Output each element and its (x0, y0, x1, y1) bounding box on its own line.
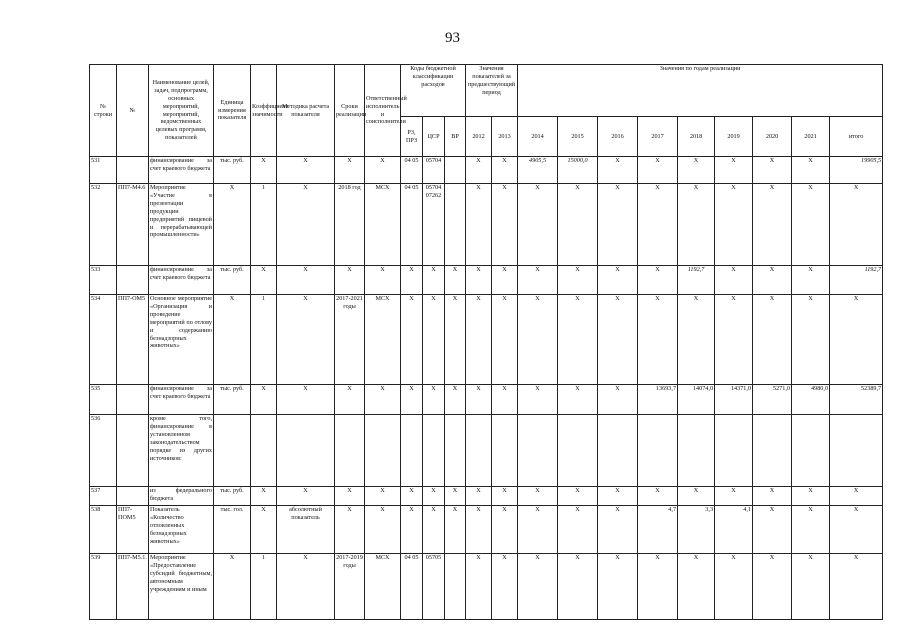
page-number: 93 (445, 30, 460, 46)
cell-2013: X (492, 157, 518, 184)
cell-responsible: МСХ (365, 184, 401, 266)
header-num: № (117, 65, 149, 157)
cell-method: X (277, 184, 335, 266)
cell-terms (335, 415, 365, 487)
cell-row-no: 533 (90, 266, 117, 295)
cell-2016: X (598, 385, 638, 415)
cell-2020: X (753, 157, 792, 184)
cell-row-no: 531 (90, 157, 117, 184)
cell-2012: X (466, 157, 492, 184)
header-2013: 2013 (492, 117, 518, 157)
header-years: Значения по годам реализации (518, 65, 883, 117)
cell-row-no: 535 (90, 385, 117, 415)
cell-unit: X (214, 554, 251, 620)
cell-responsible: МСХ (365, 295, 401, 385)
cell-2021: X (792, 506, 830, 554)
cell-method: X (277, 157, 335, 184)
cell-2016: X (598, 266, 638, 295)
cell-terms: 2017-2019 годы (335, 554, 365, 620)
cell-total: X (830, 554, 883, 620)
cell-2016: X (598, 295, 638, 385)
header-unit: Единица измерения показателя (214, 65, 251, 157)
cell-2021: X (792, 487, 830, 506)
cell-rzpr: 04 05 (401, 554, 423, 620)
cell-rzpr: X (401, 487, 423, 506)
cell-unit: тыс. руб. (214, 487, 251, 506)
cell-name: финансирование за счет краевого бюджета (149, 157, 214, 184)
cell-coef: 1 (251, 184, 277, 266)
cell-2018: X (678, 295, 715, 385)
cell-method: X (277, 266, 335, 295)
cell-2012: X (466, 295, 492, 385)
header-method: Методика расчета показателя (277, 65, 335, 157)
cell-vr: X (445, 295, 466, 385)
cell-rzpr: X (401, 295, 423, 385)
cell-2015: X (558, 266, 598, 295)
header-2016: 2016 (598, 117, 638, 157)
cell-rzpr: X (401, 506, 423, 554)
cell-2021: X (792, 266, 830, 295)
cell-terms: X (335, 385, 365, 415)
cell-coef: X (251, 487, 277, 506)
cell-terms: X (335, 266, 365, 295)
cell-2017: X (638, 554, 678, 620)
cell-csr: X (423, 506, 445, 554)
header-name: Наименование целей, задач, подпрограмм, основных мероприятий, мероприятий, ведомственных целевых программ, показателей (149, 65, 214, 157)
cell-2019: 14371,0 (715, 385, 753, 415)
cell-unit: X (214, 184, 251, 266)
table-header (90, 65, 883, 157)
cell-responsible: МСХ (365, 554, 401, 620)
header-row-no: № строки (90, 65, 117, 157)
cell-2021: X (792, 157, 830, 184)
cell-name: Показатель «Количество отловленных безнадзорных животных» (149, 506, 214, 554)
cell-2018 (678, 415, 715, 487)
cell-2019: 4,1 (715, 506, 753, 554)
cell-2019: X (715, 295, 753, 385)
table-row (90, 487, 883, 506)
cell-rzpr: 04 05 (401, 157, 423, 184)
cell-total: X (830, 487, 883, 506)
cell-row-no: 532 (90, 184, 117, 266)
cell-2019 (715, 415, 753, 487)
cell-2017: 13693,7 (638, 385, 678, 415)
cell-unit: X (214, 295, 251, 385)
cell-unit: тыс. руб. (214, 266, 251, 295)
cell-2013: X (492, 506, 518, 554)
cell-responsible: X (365, 385, 401, 415)
cell-2020: 5271,0 (753, 385, 792, 415)
cell-rzpr: X (401, 266, 423, 295)
cell-2016 (598, 415, 638, 487)
cell-csr: X (423, 295, 445, 385)
cell-2021: X (792, 184, 830, 266)
table-row (90, 415, 883, 487)
table-row (90, 554, 883, 620)
cell-responsible (365, 415, 401, 487)
cell-row-no: 534 (90, 295, 117, 385)
cell-method: X (277, 385, 335, 415)
cell-2014: X (518, 506, 558, 554)
cell-2021: 4980,0 (792, 385, 830, 415)
cell-2012 (466, 415, 492, 487)
cell-2020: X (753, 487, 792, 506)
table-row (90, 506, 883, 554)
cell-unit: тыс. руб. (214, 157, 251, 184)
cell-vr (445, 554, 466, 620)
table-row (90, 385, 883, 415)
cell-terms: 2017-2021 годы (335, 295, 365, 385)
table-row (90, 295, 883, 385)
header-2017: 2017 (638, 117, 678, 157)
cell-2017: X (638, 487, 678, 506)
cell-row-no: 536 (90, 415, 117, 487)
cell-responsible: X (365, 266, 401, 295)
cell-2015: X (558, 487, 598, 506)
cell-2017: 4,7 (638, 506, 678, 554)
cell-coef: X (251, 385, 277, 415)
cell-2015 (558, 415, 598, 487)
cell-2015: X (558, 506, 598, 554)
cell-2016: X (598, 157, 638, 184)
header-responsible: Ответственный исполнитель и соисполнители (365, 65, 401, 157)
cell-2016: X (598, 487, 638, 506)
table-row (90, 266, 883, 295)
cell-method (277, 415, 335, 487)
header-terms: Сроки реализации (335, 65, 365, 157)
header-2018: 2018 (678, 117, 715, 157)
cell-vr: X (445, 487, 466, 506)
cell-csr: X (423, 487, 445, 506)
cell-2014: X (518, 184, 558, 266)
cell-2017: X (638, 295, 678, 385)
cell-2014: X (518, 266, 558, 295)
cell-responsible: X (365, 487, 401, 506)
cell-2018: X (678, 157, 715, 184)
cell-2020: X (753, 554, 792, 620)
table-row (90, 157, 883, 184)
cell-2021 (792, 415, 830, 487)
cell-2012: X (466, 506, 492, 554)
header-2019: 2019 (715, 117, 753, 157)
cell-2014: X (518, 554, 558, 620)
cell-row-no: 538 (90, 506, 117, 554)
cell-total: 52389,7 (830, 385, 883, 415)
cell-2020: X (753, 506, 792, 554)
cell-name: из федерального бюджета (149, 487, 214, 506)
cell-method: X (277, 295, 335, 385)
cell-name: Мероприятие «Участие в презентации продукции предприятий пищевой и перерабатывающей промышленности» (149, 184, 214, 266)
cell-2015: X (558, 554, 598, 620)
cell-2019: X (715, 184, 753, 266)
cell-csr: 05705 (423, 554, 445, 620)
cell-coef: X (251, 506, 277, 554)
cell-name: кроме того, финансирование в установленном законодательством порядке из других источников: (149, 415, 214, 487)
header-budget-codes: Коды бюджетной классификации расходов (401, 65, 466, 117)
cell-2019: X (715, 554, 753, 620)
header-2020: 2020 (753, 117, 792, 157)
cell-num: ПП7-М5.1. (117, 554, 149, 620)
cell-vr: X (445, 266, 466, 295)
cell-2016: X (598, 184, 638, 266)
header-prev-period: Значения показателей за предшествующий период (466, 65, 518, 117)
cell-row-no: 539 (90, 554, 117, 620)
header-coef: Коэффициент значимости (251, 65, 277, 157)
cell-name: финансирование за счет краевого бюджета (149, 266, 214, 295)
cell-2019: X (715, 266, 753, 295)
cell-2014: 4905,5 (518, 157, 558, 184)
cell-2013 (492, 415, 518, 487)
header-total: итого (830, 117, 883, 157)
cell-num (117, 487, 149, 506)
cell-2020 (753, 415, 792, 487)
cell-csr: 05704 (423, 157, 445, 184)
cell-terms: X (335, 157, 365, 184)
cell-coef: X (251, 157, 277, 184)
cell-rzpr: 04 05 (401, 184, 423, 266)
cell-2015: X (558, 385, 598, 415)
cell-total: X (830, 506, 883, 554)
cell-2013: X (492, 554, 518, 620)
cell-terms: X (335, 487, 365, 506)
cell-num: ПП7-М4.6 (117, 184, 149, 266)
cell-num (117, 157, 149, 184)
cell-unit: тыс. руб. (214, 385, 251, 415)
cell-vr: X (445, 385, 466, 415)
cell-csr: 05704 07262 (423, 184, 445, 266)
cell-method: X (277, 487, 335, 506)
cell-2018: 1192,7 (678, 266, 715, 295)
cell-2021: X (792, 295, 830, 385)
cell-total: X (830, 184, 883, 266)
program-table (89, 64, 883, 620)
cell-2013: X (492, 184, 518, 266)
cell-vr (445, 415, 466, 487)
cell-method: абсолютный показатель (277, 506, 335, 554)
cell-2018: X (678, 487, 715, 506)
cell-total (830, 415, 883, 487)
cell-2019: X (715, 487, 753, 506)
cell-unit: тыс. гол. (214, 506, 251, 554)
cell-responsible: X (365, 506, 401, 554)
cell-2018: X (678, 184, 715, 266)
cell-name: финансирование за счет краевого бюджета (149, 385, 214, 415)
cell-num: ПП7-ОМ5 (117, 295, 149, 385)
cell-2021: X (792, 554, 830, 620)
header-vr: ВР (445, 117, 466, 157)
cell-coef (251, 415, 277, 487)
cell-num (117, 385, 149, 415)
header-2015: 2015 (558, 117, 598, 157)
cell-vr (445, 184, 466, 266)
cell-method: X (277, 554, 335, 620)
cell-2012: X (466, 266, 492, 295)
cell-name: Основное мероприятие «Организация и проведение мероприятий по отлову и содержанию безнадзорных животных» (149, 295, 214, 385)
header-2021: 2021 (792, 117, 830, 157)
cell-terms: 2018 год (335, 184, 365, 266)
cell-2018: 3,3 (678, 506, 715, 554)
cell-csr: X (423, 385, 445, 415)
cell-2013: X (492, 266, 518, 295)
cell-2015: X (558, 295, 598, 385)
cell-2017: X (638, 266, 678, 295)
cell-row-no: 537 (90, 487, 117, 506)
cell-2014: X (518, 385, 558, 415)
cell-2012: X (466, 385, 492, 415)
cell-vr (445, 157, 466, 184)
cell-responsible: X (365, 157, 401, 184)
cell-2015: X (558, 184, 598, 266)
cell-2017: X (638, 184, 678, 266)
cell-num (117, 415, 149, 487)
cell-2020: X (753, 266, 792, 295)
cell-num: ПП7-ПОМ5 (117, 506, 149, 554)
cell-csr (423, 415, 445, 487)
cell-2017 (638, 415, 678, 487)
cell-2018: 14074,0 (678, 385, 715, 415)
cell-2013: X (492, 487, 518, 506)
cell-2013: X (492, 385, 518, 415)
cell-2012: X (466, 184, 492, 266)
header-2012: 2012 (466, 117, 492, 157)
cell-2016: X (598, 554, 638, 620)
cell-2015: 15000,0 (558, 157, 598, 184)
cell-2019: X (715, 157, 753, 184)
cell-2020: X (753, 184, 792, 266)
cell-2016: X (598, 506, 638, 554)
cell-csr: X (423, 266, 445, 295)
header-2014: 2014 (518, 117, 558, 157)
cell-unit (214, 415, 251, 487)
cell-2012: X (466, 487, 492, 506)
cell-rzpr (401, 415, 423, 487)
cell-vr: X (445, 506, 466, 554)
cell-coef: X (251, 266, 277, 295)
cell-total: X (830, 295, 883, 385)
cell-rzpr: X (401, 385, 423, 415)
cell-coef: 1 (251, 295, 277, 385)
cell-terms: X (335, 506, 365, 554)
cell-total: 19905,5 (830, 157, 883, 184)
cell-total: 1192,7 (830, 266, 883, 295)
cell-2017: X (638, 157, 678, 184)
cell-2018: X (678, 554, 715, 620)
cell-2014 (518, 415, 558, 487)
cell-2020: X (753, 295, 792, 385)
header-csr: ЦСР (423, 117, 445, 157)
cell-2014: X (518, 295, 558, 385)
header-rzpr: РЗ, ПРЗ (401, 117, 423, 157)
cell-name: Мероприятие «Предоставление субсидий бюджетным, автономным учреждениям и иным (149, 554, 214, 620)
cell-coef: 1 (251, 554, 277, 620)
cell-2013: X (492, 295, 518, 385)
cell-2012: X (466, 554, 492, 620)
cell-2014: X (518, 487, 558, 506)
table-row (90, 184, 883, 266)
cell-num (117, 266, 149, 295)
